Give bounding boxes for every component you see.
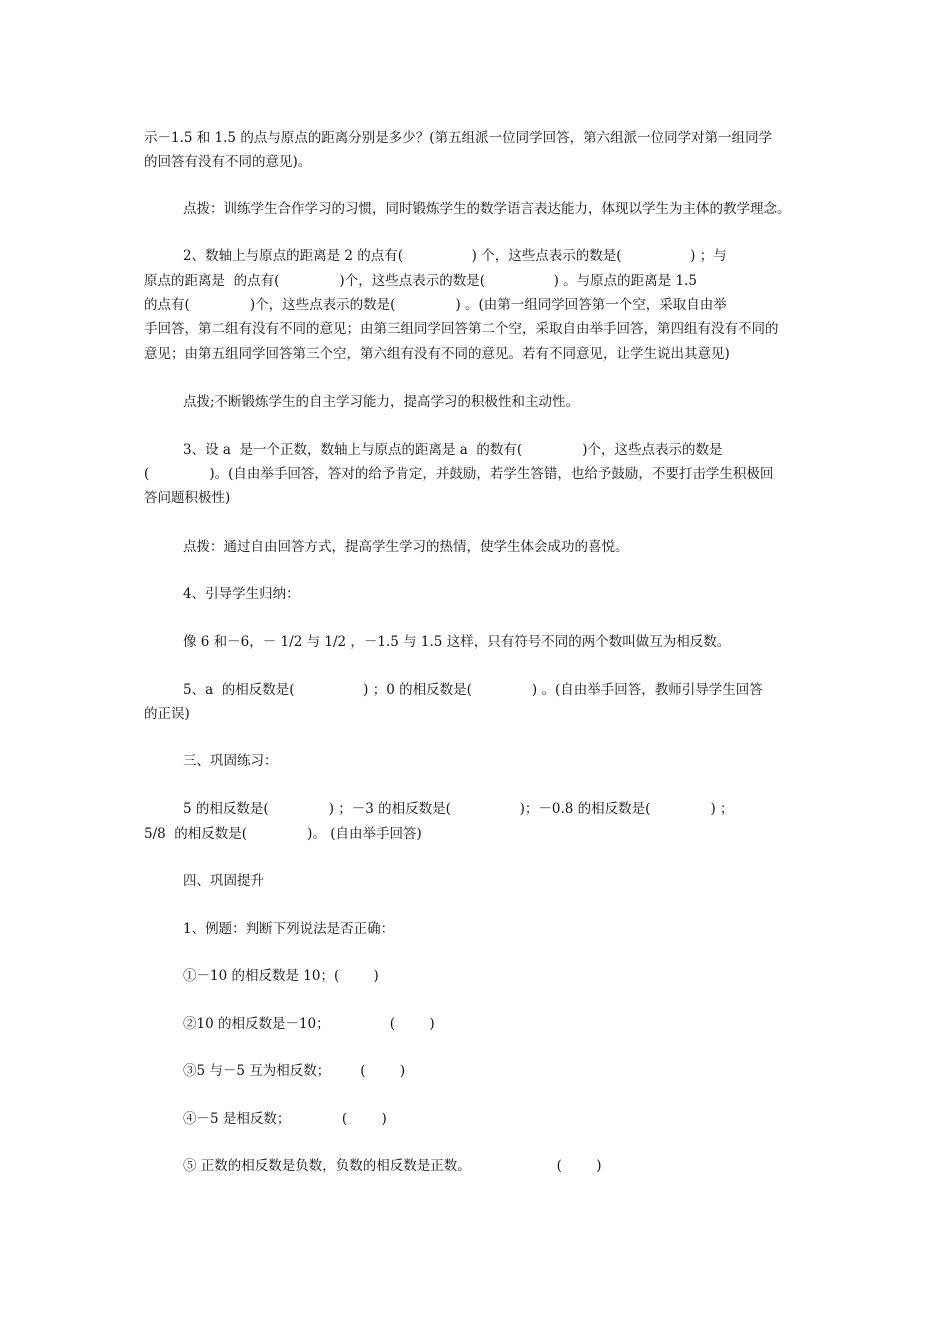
text-line: 1、例题：判断下列说法是否正确： <box>183 921 395 937</box>
text-line: 原点的距离是 的点有( )个，这些点表示的数是( ) 。与原点的距离是 1.5 <box>144 273 697 289</box>
question-item: ④－5 是相反数； ( ) <box>183 1111 387 1127</box>
section-heading: 三、巩固练习： <box>183 753 278 769</box>
text-line: 的正误) <box>144 706 190 722</box>
text-line: 示－1.5 和 1.5 的点与原点的距离分别是多少？(第五组派一位同学回答，第六组派一位同学对第一组同学 <box>144 130 773 146</box>
text-line: 的点有( )个，这些点表示的数是( ) 。(由第一组同学回答第一个空，采取自由举 <box>144 297 727 313</box>
question-item: ②10 的相反数是－10； ( ) <box>183 1016 435 1032</box>
text-line: ( )。(自由举手回答，答对的给予肯定，并鼓励，若学生答错，也给予鼓励，不要打击学生积极回 <box>144 466 774 482</box>
text-line: 5、a 的相反数是( ) ；0 的相反数是( ) 。(自由举手回答，教师引导学生回答 <box>183 682 763 698</box>
text-line: 5 的相反数是( ) ；－3 的相反数是( )；－0.8 的相反数是( ) ； <box>183 801 734 817</box>
text-line: 答问题积极性) <box>144 490 231 506</box>
question-item: ⑤ 正数的相反数是负数，负数的相反数是正数。 ( ) <box>183 1158 602 1174</box>
text-line: 手回答，第二组有没有不同的意见；由第三组同学回答第二个空，采取自由举手回答，第四组有没有不同的 <box>144 321 779 337</box>
text-line: 意见；由第五组同学回答第三个空，第六组有没有不同的意见。若有不同意见，让学生说出其意见) <box>144 346 730 362</box>
text-line: 2、数轴上与原点的距离是 2 的点有( ) 个，这些点表示的数是( ) ；与 <box>183 248 727 264</box>
text-line: 3、设 a 是一个正数，数轴上与原点的距离是 a 的数有( )个，这些点表示的数是 <box>183 442 723 458</box>
text-line: 的回答有没有不同的意见)。 <box>144 154 312 170</box>
question-item: ①－10 的相反数是 10；( ) <box>183 968 379 984</box>
text-line: 点拨：通过自由回答方式，提高学生学习的热情，使学生体会成功的喜悦。 <box>183 539 629 555</box>
section-heading: 四、巩固提升 <box>183 873 264 889</box>
question-item: ③5 与－5 互为相反数； ( ) <box>183 1063 406 1079</box>
text-line: 5/8 的相反数是( )。 (自由举手回答) <box>144 826 422 842</box>
text-line: 像 6 和－6，－ 1/2 与 1/2 ，－1.5 与 1.5 这样，只有符号不同的两个数叫做互为相反数。 <box>183 634 731 650</box>
text-line: 4、引导学生归纳： <box>183 586 300 602</box>
text-line: 点拨：训练学生合作学习的习惯，同时锻炼学生的数学语言表达能力，体现以学生为主体的教学理念。 <box>183 201 791 217</box>
text-line: 点拨;不断锻炼学生的自主学习能力，提高学习的积极性和主动性。 <box>183 394 580 410</box>
